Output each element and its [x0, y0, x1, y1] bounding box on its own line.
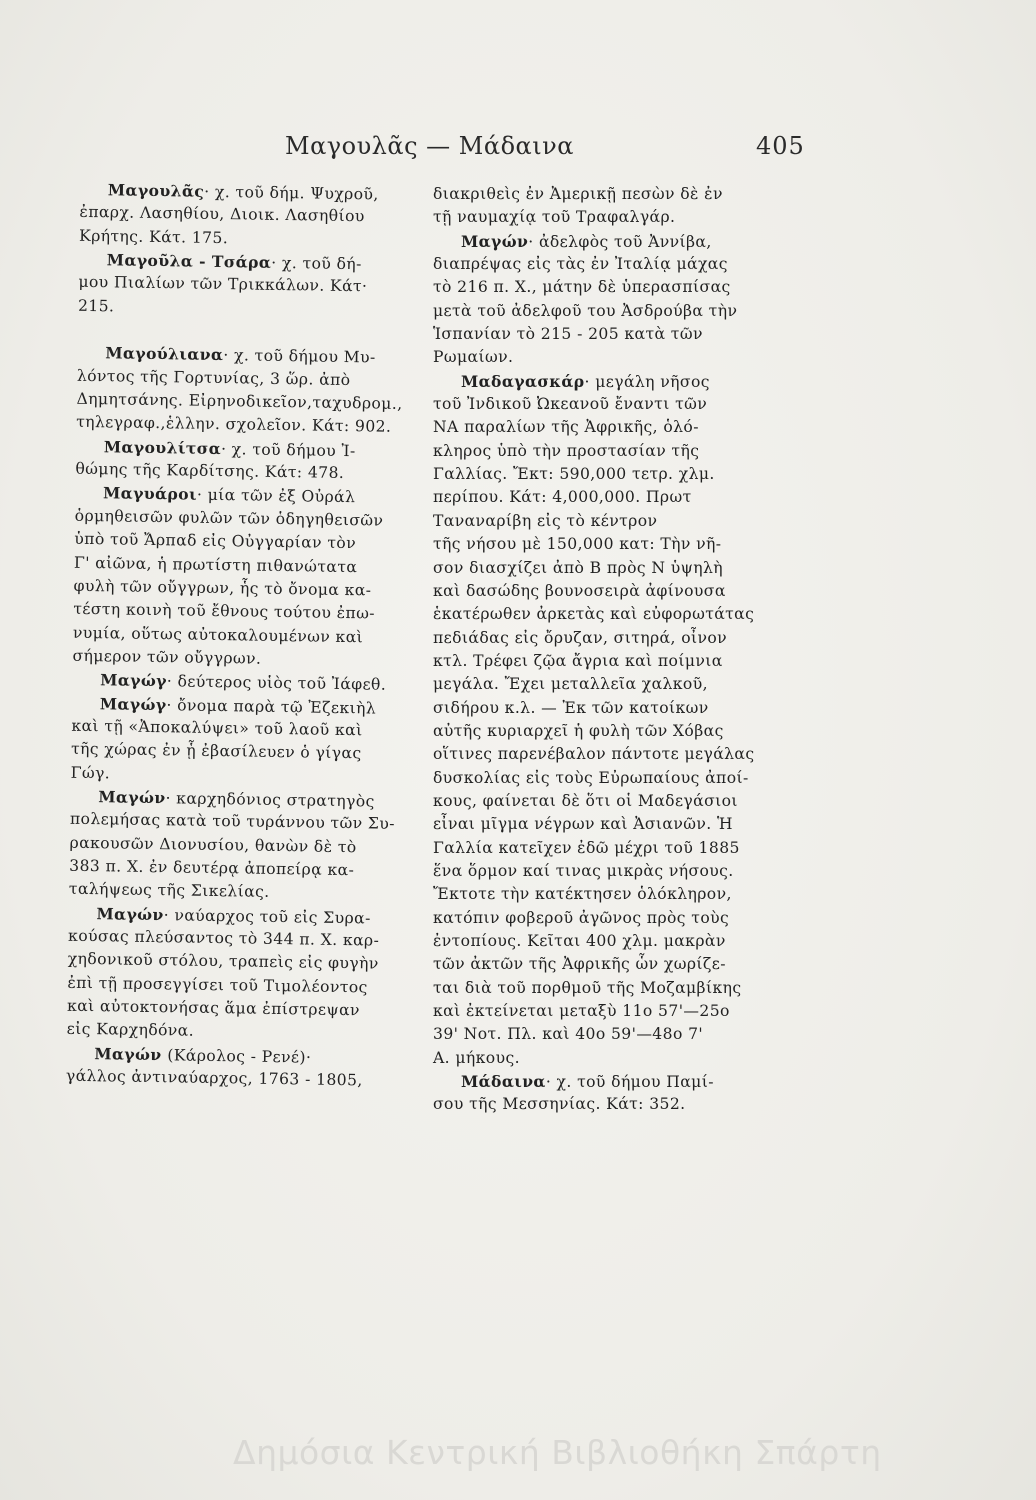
text-line: νυμία, οὕτως αὐτοκαλουμένων καὶ — [72, 623, 364, 646]
text-line: οἵτινες παρενέβαλον πάντοτε μεγάλας — [433, 745, 755, 764]
entry-headword: Μαγουλᾶς — [107, 180, 205, 201]
entry-headword: Μαγών — [94, 1043, 168, 1065]
text-line: καὶ τῇ «Ἀποκαλύψει» τοῦ λαοῦ καὶ — [71, 716, 363, 740]
text-line: Γ' αἰῶνα, ἡ πρωτίστη πιθανώτατα — [73, 553, 358, 576]
text-line: Ρωμαίων. — [433, 348, 514, 367]
library-watermark: Δημόσια Κεντρική Βιβλιοθήκη Σπάρτη — [233, 1433, 882, 1472]
text-line: χηδονικοῦ στόλου, τραπεὶς εἰς φυγὴν — [67, 950, 379, 973]
entry-headword: Μαγουλίτσα — [103, 437, 222, 458]
text-line: διαπρέψας εἰς τὰς ἐν Ἰταλίᾳ μάχας — [433, 255, 728, 274]
text-line: καὶ αὐτοκτονήσας ἅμα ἐπίστρεψαν — [66, 996, 360, 1020]
text-line: κτλ. Τρέφει ζῷα ἄγρια καὶ ποίμνια — [433, 651, 723, 670]
left-column — [66, 178, 410, 1093]
text-line: 383 π. Χ. ἐν δευτέρᾳ ἀποπείρᾳ κα- — [69, 856, 355, 880]
text-line: Μαγυάροι· μία τῶν ἐξ Οὐράλ — [102, 483, 356, 507]
text-line: Μαγουλᾶς· χ. τοῦ δήμ. Ψυχροῦ, — [107, 180, 379, 204]
text-line: μεγάλα. Ἔχει μεταλλεῖα χαλκοῦ, — [433, 675, 708, 694]
text-line: Μαγών (Κάρολος - Ρενέ)· — [94, 1043, 312, 1067]
text-line: ἑκατέρωθεν ἀρκετὰς καὶ εὐφορωτάτας — [433, 605, 755, 624]
text-line: τέστη κοινὴ τοῦ ἔθνους τούτου ἐπω- — [73, 599, 376, 623]
text-line: ρακουσῶν Διονυσίου, θανὼν δὲ τὸ — [69, 833, 357, 856]
text-line: τῇ ναυμαχίᾳ τοῦ Τραφαλγάρ. — [433, 208, 676, 227]
text-line: τῆς χώρας ἐν ᾗ ἐβασίλευεν ὁ γίγας — [70, 739, 362, 763]
text-line: Ἔκτοτε τὴν κατέκτησεν ὁλόκληρον, — [433, 885, 732, 904]
text-line: καὶ δασώδης βουνοσειρὰ ἀφίνουσα — [433, 581, 726, 600]
entry-headword: Μαγυάροι — [102, 483, 198, 505]
text-line: κατόπιν φοβεροῦ ἀγῶνος πρὸς τοὺς — [433, 908, 730, 927]
text-line: Κρήτης. Κάτ. 175. — [78, 226, 229, 247]
text-line: σου τῆς Μεσσηνίας. Κάτ: 352. — [433, 1095, 686, 1114]
entry-headword: Μαγώγ — [100, 670, 168, 691]
text-line: Μαγώγ· ὄνομα παρὰ τῷ Ἐζεκιὴλ — [99, 693, 377, 718]
text-line: Μαγών· ἀδελφὸς τοῦ Ἀννίβα, — [461, 231, 712, 251]
text-line: ὑπὸ τοῦ Ἄρπαδ εἰς Οὐγγαρίαν τὸν — [74, 529, 357, 553]
entry-headword: Μαγών — [461, 231, 529, 251]
text-line: Μαγουλίτσα· χ. τοῦ δήμου Ἰ- — [103, 437, 356, 460]
text-line: Α. μήκους. — [433, 1048, 520, 1067]
page-number: 405 — [756, 132, 805, 160]
text-line: Μάδαινα· χ. τοῦ δήμου Παμί- — [461, 1072, 714, 1092]
text-line: Γαλλίας. Ἔκτ: 590,000 τετρ. χλμ. — [433, 465, 715, 484]
text-line: μετὰ τοῦ ἀδελφοῦ του Ἀσδρούβα τὴν — [433, 301, 738, 320]
text-line: μου Πιαλίων τῶν Τρικκάλων. Κάτ· — [78, 273, 368, 296]
text-line: Μαγών· καρχηδόνιος στρατηγὸς — [98, 787, 375, 811]
text-line: Μαγώγ· δεύτερος υἱὸς τοῦ Ἰάφεθ. — [100, 670, 387, 694]
text-line: λόντος τῆς Γορτυνίας, 3 ὥρ. ἀπὸ — [76, 366, 351, 389]
entry-headword: Μαγών — [98, 787, 166, 808]
text-line: Μαγοῦλα - Τσάρα· χ. τοῦ δή- — [106, 250, 362, 274]
right-column — [433, 183, 821, 1117]
text-line: ται διὰ τοῦ πορθμοῦ τῆς Μοζαμβίκης — [433, 978, 742, 997]
entry-headword: Μαγώγ — [99, 693, 167, 714]
text-line: Ταναναρίβη εἰς τὸ κέντρον — [433, 511, 658, 530]
text-line: πεδιάδας εἰς ὄρυζαν, σιτηρά, οἶνον — [433, 628, 728, 647]
text-line: διακριθεὶς ἐν Ἀμερικῇ πεσὼν δὲ ἐν — [433, 185, 723, 203]
text-line: τῶν ἀκτῶν τῆς Ἀφρικῆς ὧν χωρίζε- — [433, 955, 726, 974]
text-line: περίπου. Κάτ: 4,000,000. Πρωτ — [433, 488, 692, 507]
text-line: θώμης τῆς Καρδίτσης. Κάτ: 478. — [75, 459, 345, 483]
text-line: κούσας πλεύσαντος τὸ 344 π. Χ. καρ- — [67, 926, 380, 950]
text-line: κληρος ὑπὸ τὴν προστασίαν τῆς — [433, 441, 700, 460]
text-line: 39' Νοτ. Πλ. καὶ 40ο 59'—48ο 7' — [433, 1025, 704, 1044]
text-line: Μαγούλιανα· χ. τοῦ δήμου Μυ- — [105, 343, 376, 367]
text-line: τοῦ Ἰνδικοῦ Ὠκεανοῦ ἔναντι τῶν — [433, 395, 708, 414]
text-line: τῆς νήσου μὲ 150,000 κατ: Τὴν νῆ- — [433, 535, 722, 554]
running-head — [0, 132, 1036, 172]
text-line: αὐτῆς κυριαρχεῖ ἡ φυλὴ τῶν Χόβας — [433, 721, 724, 740]
text-line: φυλὴ τῶν οὔγγρων, ἧς τὸ ὄνομα κα- — [73, 576, 372, 600]
text-line: ταλήψεως τῆς Σικελίας. — [68, 880, 270, 902]
text-line: σον διασχίζει ἀπὸ Β πρὸς Ν ὑψηλὴ — [433, 558, 724, 577]
entry-headword: Μαγούλιανα — [105, 343, 224, 365]
text-line: Γαλλία κατεῖχεν ἐδῶ μέχρι τοῦ 1885 — [433, 838, 740, 857]
text-line: πολεμήσας κατὰ τοῦ τυράννου τῶν Συ- — [69, 810, 396, 834]
text-line: εἰς Καρχηδόνα. — [66, 1020, 195, 1041]
text-line: ἐντοπίους. Κεῖται 400 χλμ. μακρὰν — [433, 932, 726, 950]
text-line: κους, φαίνεται δὲ ὅτι οἱ Μαδεγάσιοι — [433, 791, 738, 810]
text-line: τὸ 216 π. Χ., μάτην δὲ ὑπερασπίσας — [433, 278, 731, 297]
text-line: 215. — [77, 296, 115, 316]
text-line: Γώγ. — [70, 763, 111, 782]
entry-headword: Μαδαγασκάρ — [461, 371, 585, 391]
text-line: ἐπαρχ. Λασηθίου, Διοικ. Λασηθίου — [79, 203, 365, 226]
text-line: σιδήρου κ.λ. — Ἐκ τῶν κατοίκων — [433, 698, 709, 717]
text-line: δυσκολίας εἰς τοὺς Εὐρωπαίους ἀποί- — [433, 768, 749, 787]
text-line: καὶ ἐκτείνεται μεταξὺ 11ο 57'—25ο — [433, 1002, 730, 1021]
text-line: εἶναι μῖγμα νέγρων καὶ Ἀσιανῶν. Ἡ — [433, 815, 733, 834]
page-title: Μαγουλᾶς — Μάδαινα — [285, 132, 574, 160]
text-line: ὁρμηθεισῶν φυλῶν τῶν ὁδηγηθεισῶν — [74, 506, 384, 530]
text-line: γάλλος ἀντιναύαρχος, 1763 - 1805, — [65, 1066, 363, 1090]
text-line: ἐπὶ τῇ προσεγγίσει τοῦ Τιμολέοντος — [67, 973, 368, 997]
entry-headword: Μαγών — [96, 903, 164, 924]
text-line: ΝΑ παραλίων τῆς Ἀφρικῆς, ὁλό- — [433, 418, 699, 437]
text-line: ἕνα ὅρμον καί τινας μικρὰς νήσους. — [433, 861, 734, 880]
text-line: τηλεγραφ.,ἑλλην. σχολεῖον. Κάτ: 902. — [76, 413, 392, 437]
text-line: Μαγών· ναύαρχος τοῦ εἰς Συρα- — [96, 903, 371, 928]
text-line: Μαδαγασκάρ· μεγάλη νῆσος — [461, 371, 710, 391]
entry-headword: Μαγοῦλα - Τσάρα — [106, 250, 272, 272]
text-line: Δημητσάνης. Εἰρηνοδικεῖον,ταχυδρομ., — [76, 389, 403, 414]
text-line: Ἱσπανίαν τὸ 215 - 205 κατὰ τῶν — [433, 325, 703, 344]
text-line: σήμερον τῶν οὔγγρων. — [72, 646, 262, 668]
entry-headword: Μάδαινα — [461, 1072, 546, 1092]
